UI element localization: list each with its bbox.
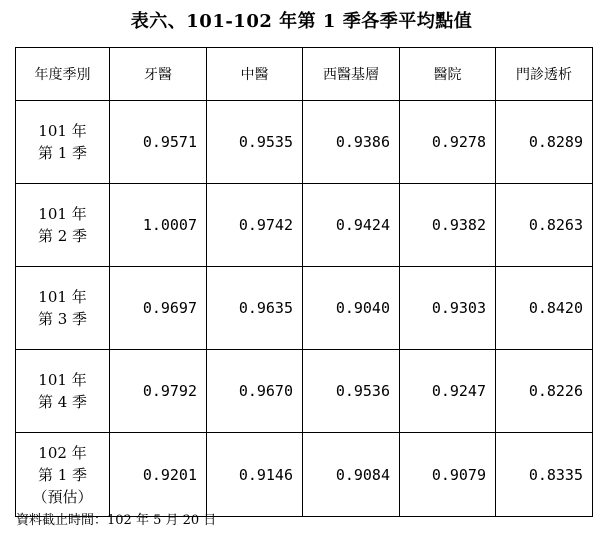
period-cell <box>16 101 110 184</box>
period-estimate-note: （預估） <box>32 487 93 506</box>
table-row <box>16 184 593 267</box>
period-cell <box>16 350 110 433</box>
column-header-hospital: 醫院 <box>400 48 496 101</box>
value-cell-outpatient-dialysis: 0.8263 <box>496 184 593 267</box>
value-cell-hospital: 0.9303 <box>400 267 496 350</box>
period-cell <box>16 433 110 517</box>
period-quarter: 第 4 季 <box>37 393 88 411</box>
period-quarter: 第 2 季 <box>37 227 88 245</box>
value-cell-western-primary-care: 0.9424 <box>303 184 400 267</box>
period-year: 101 年 <box>38 205 87 223</box>
value-cell-western-primary-care: 0.9386 <box>303 101 400 184</box>
period-year: 101 年 <box>38 122 87 140</box>
value-cell-dental: 0.9571 <box>110 101 207 184</box>
period-quarter: 第 1 季 <box>37 144 88 162</box>
value-cell-western-primary-care: 0.9040 <box>303 267 400 350</box>
table-row <box>16 350 593 433</box>
value-cell-outpatient-dialysis: 0.8420 <box>496 267 593 350</box>
value-cell-hospital: 0.9247 <box>400 350 496 433</box>
value-cell-dental: 0.9792 <box>110 350 207 433</box>
table-row <box>16 433 593 517</box>
table-title: 表六、101-102 年第 1 季各季平均點值 <box>130 11 473 32</box>
value-cell-chinese-medicine: 0.9670 <box>207 350 303 433</box>
value-cell-chinese-medicine: 0.9635 <box>207 267 303 350</box>
value-cell-dental: 1.0007 <box>110 184 207 267</box>
column-header-dental: 牙醫 <box>110 48 207 101</box>
period-quarter: 第 1 季 <box>37 465 88 484</box>
value-cell-outpatient-dialysis: 0.8289 <box>496 101 593 184</box>
value-cell-hospital: 0.9382 <box>400 184 496 267</box>
period-year: 101 年 <box>38 371 87 389</box>
table-row <box>16 267 593 350</box>
value-cell-chinese-medicine: 0.9742 <box>207 184 303 267</box>
column-header-period: 年度季別 <box>16 48 110 101</box>
period-year: 101 年 <box>38 288 87 306</box>
value-cell-western-primary-care: 0.9536 <box>303 350 400 433</box>
value-cell-dental: 0.9697 <box>110 267 207 350</box>
value-cell-dental: 0.9201 <box>110 433 207 517</box>
header-row <box>16 48 593 101</box>
period-year: 102 年 <box>38 443 87 462</box>
data-cutoff-footnote: 資料截止時間：102 年 5 月 20 日 <box>16 513 217 528</box>
column-header-western-primary-care: 西醫基層 <box>303 48 400 101</box>
value-cell-hospital: 0.9278 <box>400 101 496 184</box>
value-cell-chinese-medicine: 0.9535 <box>207 101 303 184</box>
column-header-chinese-medicine: 中醫 <box>207 48 303 101</box>
period-cell <box>16 267 110 350</box>
table-row <box>16 101 593 184</box>
period-cell <box>16 184 110 267</box>
value-cell-western-primary-care: 0.9084 <box>303 433 400 517</box>
value-cell-outpatient-dialysis: 0.8226 <box>496 350 593 433</box>
average-point-value-table <box>15 47 593 517</box>
value-cell-hospital: 0.9079 <box>400 433 496 517</box>
column-header-outpatient-dialysis: 門診透析 <box>496 48 593 101</box>
value-cell-outpatient-dialysis: 0.8335 <box>496 433 593 517</box>
value-cell-chinese-medicine: 0.9146 <box>207 433 303 517</box>
period-quarter: 第 3 季 <box>37 310 88 328</box>
